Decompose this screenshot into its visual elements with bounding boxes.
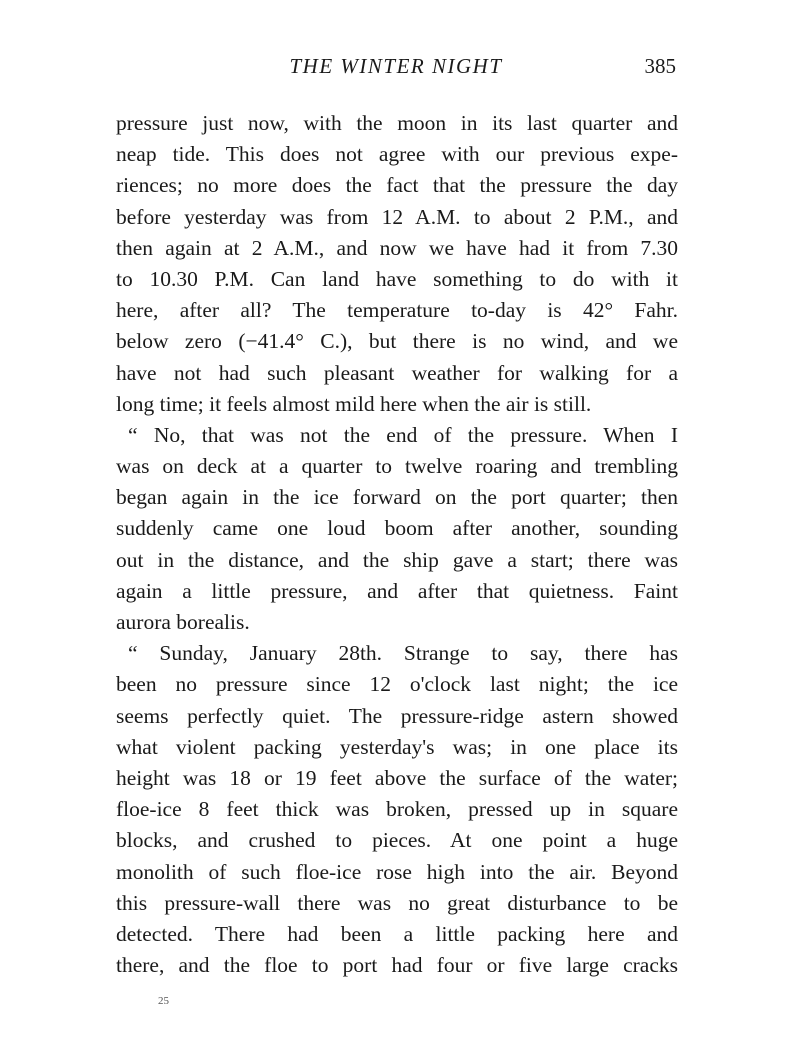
paragraph (116, 108, 678, 420)
text-line: pressure just now, with the moon in its last quarter and (116, 111, 678, 135)
text-line: floe-ice 8 feet thick was broken, pressed up in square (116, 797, 678, 822)
text-line: been no pressure since 12 o'clock last night; the ice (116, 672, 678, 697)
text-line: detected. There had been a little packing here and (116, 921, 678, 946)
text-line: here, after all? The temperature to-day is 42° Fahr. (116, 298, 678, 323)
text-line: blocks, and crushed to pieces. At one point a huge (116, 828, 678, 853)
text-line: riences; no more does the fact that the pressure the day (116, 173, 678, 198)
text-line: “ Sunday, January 28th. Strange to say, there has (128, 641, 678, 666)
page-header (116, 54, 676, 84)
text-line: “ No, that was not the end of the pressure. When I (128, 422, 678, 447)
text-line: suddenly came one loud boom after another, sounding (116, 516, 678, 541)
paragraph (116, 638, 678, 981)
text-line: was on deck at a quarter to twelve roaring and trembling (116, 454, 678, 479)
text-line: monolith of such floe-ice rose high into the air. Beyond (116, 859, 678, 884)
running-head: THE WINTER NIGHT (289, 54, 503, 78)
text-line: began again in the ice forward on the port quarter; then (116, 485, 678, 510)
paragraph (116, 420, 678, 638)
text-line: again a little pressure, and after that quietness. Faint (116, 578, 678, 603)
text-line: there, and the floe to port had four or five large cracks (116, 953, 678, 978)
text-line: to 10.30 P.M. Can land have something to do with it (116, 266, 678, 291)
text-line: what violent packing yesterday's was; in one place its (116, 734, 678, 759)
body-text (116, 108, 678, 981)
text-line: long time; it feels almost mild here when the air is still. (116, 391, 592, 416)
signature-mark: 25 (158, 995, 169, 1007)
text-line: below zero (−41.4° C.), but there is no wind, and we (116, 329, 678, 354)
text-line: this pressure-wall there was no great disturbance to be (116, 890, 678, 915)
text-line: before yesterday was from 12 A.M. to about 2 P.M., and (116, 204, 678, 229)
text-line: neap tide. This does not agree with our previous expe- (116, 142, 678, 167)
text-line: have not had such pleasant weather for walking for a (116, 360, 678, 385)
text-line: out in the distance, and the ship gave a start; there was (116, 547, 678, 572)
page-number: 385 (644, 54, 676, 78)
text-line: then again at 2 A.M., and now we have had it from 7.30 (116, 235, 678, 260)
text-line: seems perfectly quiet. The pressure-ridge astern showed (116, 703, 678, 728)
text-line: aurora borealis. (116, 610, 250, 634)
text-line: height was 18 or 19 feet above the surface of the water; (116, 765, 678, 790)
